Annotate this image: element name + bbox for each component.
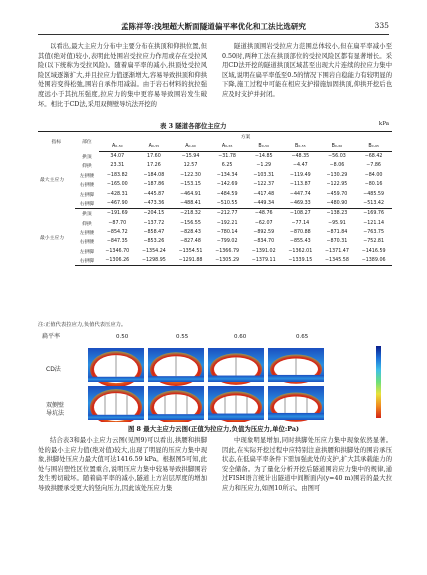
value-cell: −892.59: [253, 230, 275, 236]
value-cell: −192.21: [216, 220, 238, 226]
value-cell: −485.59: [363, 191, 385, 197]
value-cell: 17.26: [147, 163, 161, 169]
table-row: [38, 209, 392, 219]
value-cell: −68.42: [364, 153, 383, 159]
value-cell: −459.70: [326, 191, 348, 197]
part-cell: 右拱脚: [75, 256, 99, 266]
value-cell: −1362.01: [288, 248, 313, 254]
value-cell: −4.47: [292, 163, 308, 169]
value-cell: −84.00: [364, 172, 383, 178]
value-cell: −447.74: [289, 191, 311, 197]
value-cell: −187.86: [143, 182, 165, 188]
value-cell: 6.25: [221, 163, 233, 169]
value-cell: −847.35: [106, 239, 128, 245]
value-cell: −1346.70: [105, 248, 130, 254]
col-head-part: 部位: [75, 132, 99, 152]
table-note: 注:正值代表拉应力,负值代表压应力。: [38, 322, 127, 328]
invert-region: [88, 377, 144, 382]
value-cell: −484.59: [216, 191, 238, 197]
value-cell: −31.78: [218, 153, 236, 159]
value-cell: −87.70: [108, 220, 127, 226]
table-row: [38, 189, 392, 198]
value-cell: −445.87: [143, 191, 165, 197]
value-cell: −1345.58: [319, 256, 356, 266]
value-cell: −95.91: [328, 220, 346, 226]
value-cell: −871.84: [326, 230, 348, 236]
value-cell: −428.31: [106, 191, 128, 197]
value-cell: −510.55: [209, 199, 246, 209]
value-cell: −15.94: [181, 153, 200, 159]
scheme-head: B₀.₆₅: [355, 141, 392, 151]
table-unit: kPa: [378, 121, 389, 127]
principal-stress-table: [38, 131, 392, 266]
value-cell: 23.31: [110, 163, 125, 169]
row-label-double-side-1: 双侧壁: [46, 402, 65, 409]
scheme-head: A₀.₅₀: [99, 141, 136, 151]
part-cell: 右拱腰: [79, 240, 95, 246]
paragraph: 结合表3和最小主应力云图(见图9)可以看出,拱腰和拱脚处的最小主应力值(绝对值)较大,出现了明显的压应力集中现象,拱脚处压应力最大值可达1416.59 kPa。根据图5可知,此处与围岩塑性区位置重合,说明压应力集中较易导致拱脚围岩发生剪切破坏。随着扁平率的减小,隧道上方岩层厚度的增加导致拱腰承受更大的竖向压力,因此该处压应力集: [38, 437, 207, 492]
value-cell: −480.90: [319, 199, 356, 209]
value-cell: −752.81: [363, 239, 385, 245]
ratio-label: 扁平率: [42, 333, 61, 340]
table-row: [38, 228, 392, 237]
value-cell: −191.69: [106, 211, 128, 217]
body-column-4: [222, 436, 392, 494]
value-cell: 34.07: [110, 153, 125, 159]
value-cell: −1306.26: [99, 256, 136, 266]
part-cell: 右拱腰: [79, 183, 95, 189]
table-row: [38, 151, 392, 161]
scheme-head: B₀.₅₅: [282, 141, 319, 151]
col-head-scheme: 方案: [99, 132, 392, 142]
part-cell: 左拱脚: [79, 249, 95, 255]
value-cell: −853.26: [143, 239, 165, 245]
group-label: 最小主应力: [40, 235, 64, 241]
value-cell: −417.48: [253, 191, 275, 197]
invert-region: [268, 375, 324, 382]
value-cell: −212.77: [216, 211, 238, 217]
value-cell: −169.76: [363, 211, 385, 217]
value-cell: −183.82: [106, 172, 128, 178]
value-cell: −7.86: [366, 163, 381, 169]
value-cell: −799.02: [216, 239, 238, 245]
value-cell: −1291.88: [172, 256, 209, 266]
scheme-head: A₀.₆₅: [209, 141, 246, 151]
journal-title: 孟陈祥等:浅埋超大断面隧道偏平率优化和工法比选研究: [120, 22, 307, 31]
value-cell: 17.60: [147, 153, 161, 159]
part-cell: 右拱脚: [75, 199, 99, 209]
value-cell: −1379.11: [245, 256, 282, 266]
value-cell: −449.34: [245, 199, 282, 209]
value-cell: −464.91: [180, 191, 201, 197]
value-cell: −204.15: [143, 211, 165, 217]
value-cell: −1.29: [256, 163, 272, 169]
table-row: [38, 237, 392, 246]
value-cell: −855.43: [289, 239, 311, 245]
part-cell: 左拱脚: [79, 192, 95, 198]
value-cell: −828.43: [180, 230, 201, 236]
value-cell: −56.03: [328, 153, 346, 159]
ratio-065: 0.65: [296, 334, 309, 340]
value-cell: −119.49: [289, 172, 311, 178]
body-column-2: [222, 42, 392, 100]
group-label: 最大主应力: [40, 178, 64, 184]
value-cell: −834.70: [253, 239, 275, 245]
value-cell: −77.14: [291, 220, 310, 226]
scheme-head: B₀.₅₀: [245, 141, 282, 151]
table-row: [38, 219, 392, 228]
scheme-head: B₀.₆₀: [319, 141, 356, 151]
value-cell: −80.16: [364, 182, 383, 188]
value-cell: −854.72: [106, 230, 128, 236]
scheme-head: A₀.₆₀: [172, 141, 209, 151]
row-label-cd: CD法: [46, 366, 61, 373]
value-cell: −103.31: [253, 172, 275, 178]
value-cell: −1391.02: [251, 248, 276, 254]
value-cell: −1416.59: [361, 248, 386, 254]
value-cell: −122.30: [180, 172, 201, 178]
paragraph: 中现象明显增加,同时拱脚处压应力集中现象依然显著。因此,在实际开挖过程中应特别注意拱腰和拱脚处的围岩承压状态,在低扁平率条件下需加强此处的支护,扩大其承载能力的安全储备。为了量化分析开挖后隧道围岩应力集中的规律,通过FISH语言统计出隧道中间断面内(y=40 m)围岩的最大拉应力和压应力,如图10所示。由图可: [222, 437, 392, 492]
ratio-050: 0.50: [116, 334, 129, 340]
part-cell: 仰拱: [82, 164, 92, 170]
ratio-060: 0.60: [234, 334, 247, 340]
invert-region: [208, 414, 264, 420]
value-cell: −218.32: [180, 211, 201, 217]
running-header: [38, 20, 389, 35]
value-cell: −1366.79: [215, 248, 240, 254]
value-cell: −184.08: [143, 172, 165, 178]
value-cell: −137.72: [143, 220, 165, 226]
value-cell: −858.47: [143, 230, 165, 236]
body-column-1: [38, 42, 207, 109]
table-row: [38, 247, 392, 256]
value-cell: −469.33: [282, 199, 319, 209]
value-cell: −165.00: [106, 182, 128, 188]
figure-caption: 图 8 最大主应力云图(正值为拉应力,负值为压应力,单位:Pa): [127, 425, 300, 433]
page-number: 335: [374, 21, 389, 30]
value-cell: −108.27: [289, 211, 311, 217]
value-cell: −1298.95: [136, 256, 173, 266]
value-cell: −513.42: [355, 199, 392, 209]
scheme-head: A₀.₅₅: [136, 141, 173, 151]
value-cell: −870.31: [326, 239, 348, 245]
body-column-3: [38, 436, 207, 494]
part-cell: 拱顶: [82, 154, 92, 160]
value-cell: −1305.29: [209, 256, 246, 266]
value-cell: −8.06: [329, 163, 345, 169]
value-cell: −156.55: [180, 220, 201, 226]
value-cell: −48.76: [254, 211, 273, 217]
table-caption: 表 3 隧道各部位主应力: [160, 122, 227, 130]
part-cell: 左拱腰: [79, 231, 95, 237]
value-cell: −1371.47: [325, 248, 349, 254]
invert-region: [148, 376, 204, 382]
value-cell: −153.15: [180, 182, 201, 188]
invert-region: [88, 415, 144, 420]
value-cell: −122.95: [326, 182, 348, 188]
value-cell: 12.57: [183, 163, 198, 169]
table-row: [38, 171, 392, 180]
invert-region: [208, 376, 264, 382]
color-legend: [376, 346, 381, 418]
part-cell: 仰拱: [82, 221, 92, 227]
value-cell: −1354.51: [178, 248, 203, 254]
invert-region: [268, 413, 324, 420]
value-cell: −1354.24: [141, 248, 166, 254]
value-cell: −870.88: [289, 230, 311, 236]
stress-contour-figure: [38, 330, 392, 422]
table-row: [38, 180, 392, 189]
value-cell: −473.36: [136, 199, 173, 209]
value-cell: −138.23: [326, 211, 348, 217]
paragraph: 隧道拱顶围岩受拉应力范围总体较小,但在扁平率减小至0.50时,两种工法在拱顶部位的受拉风险区都有显著增长。采用CD法开挖的隧道拱顶区域甚至出现大片连续的拉应力集中区域,说明在扁平率低至0.5的情况下围岩自稳能力有较明显的下降,施工过程中可能在相应支护措施加固拱顶,仰拱开挖后也应及时支护并封闭。: [222, 43, 392, 98]
value-cell: −780.14: [216, 230, 238, 236]
table-row: [38, 161, 392, 170]
value-cell: −48.35: [291, 153, 310, 159]
table-row: [38, 199, 392, 209]
table-row: [38, 256, 392, 266]
value-cell: −1389.06: [355, 256, 392, 266]
row-label-double-side-2: 导坑法: [46, 410, 65, 417]
value-cell: −62.07: [254, 220, 273, 226]
value-cell: −763.75: [363, 230, 385, 236]
value-cell: −142.69: [216, 182, 238, 188]
value-cell: −122.37: [253, 182, 275, 188]
col-head-index: 指标: [38, 132, 75, 152]
value-cell: −134.34: [216, 172, 238, 178]
value-cell: −488.41: [172, 199, 209, 209]
invert-region: [148, 414, 204, 420]
value-cell: −827.48: [180, 239, 201, 245]
ratio-055: 0.55: [176, 334, 189, 340]
value-cell: −113.87: [289, 182, 311, 188]
part-cell: 左拱腰: [79, 173, 95, 179]
value-cell: −14.85: [254, 153, 273, 159]
value-cell: −121.14: [363, 220, 385, 226]
part-cell: 拱顶: [82, 212, 92, 218]
paragraph: 以看出,最大主应力分布中主要分布在拱顶和仰拱位置,但其值(绝对值)较小,表明此处围岩受拉应力作用或存在受拉风险(以下统称为受拉风险)。随着扁平率的减小,拱顶处受拉风险区域逐渐扩大,并且拉应力值逐渐增大,容易导致拱顶和仰拱处围岩变得松弛,围岩自承作用减弱。由于岩石材料的抗拉强度远小于其抗压强度,拉应力的集中更容易导致围岩发生破坏。相比于CD法,采用双侧壁导坑法开挖的: [38, 43, 207, 108]
value-cell: −130.29: [326, 172, 348, 178]
value-cell: −467.90: [99, 199, 136, 209]
value-cell: −1339.15: [282, 256, 319, 266]
